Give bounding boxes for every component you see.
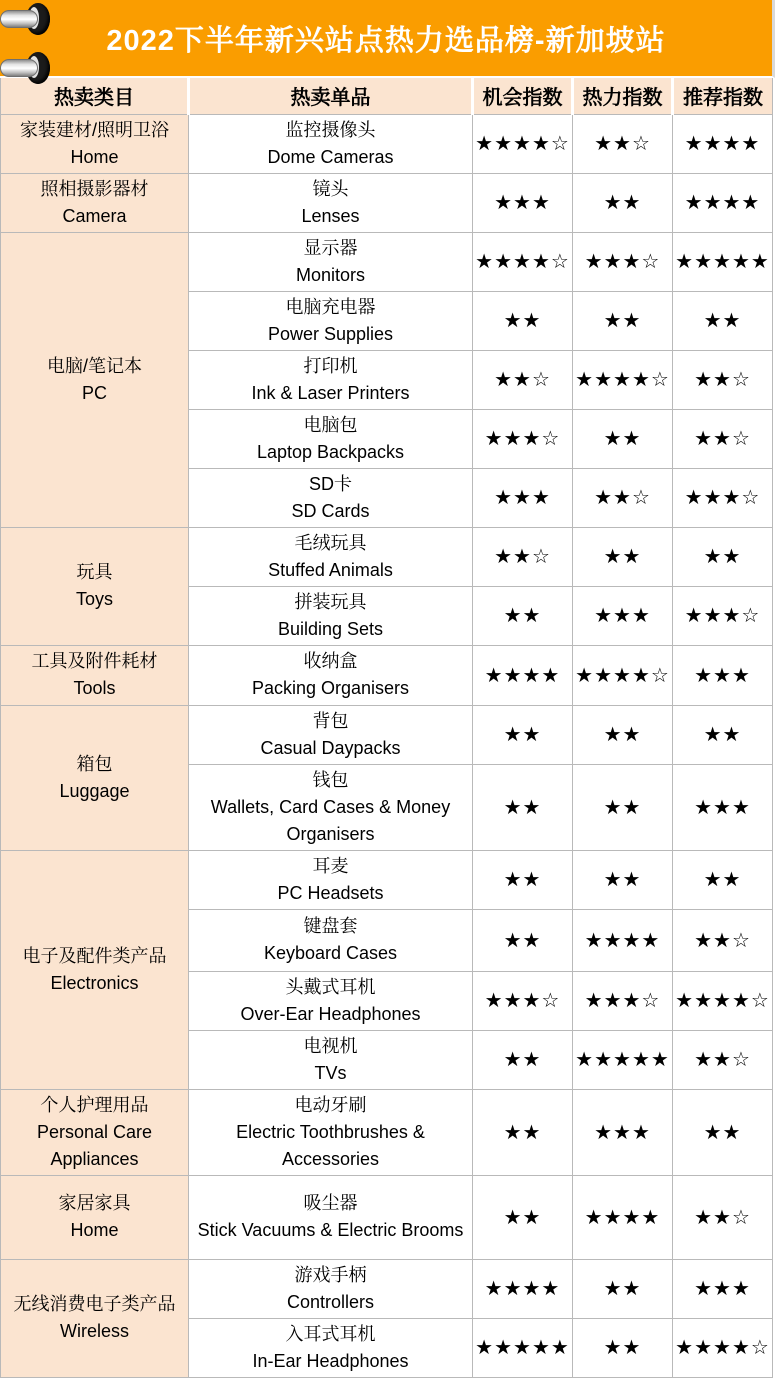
product-ranking-table [0,78,773,1378]
item-cell [189,645,473,705]
table-row [1,1175,773,1259]
heat-rating: ★★★☆ [573,232,673,291]
item-name-en: In-Ear Headphones [252,1350,409,1371]
recommend-rating: ★★★ [673,764,773,850]
table-row [1,527,773,586]
item-name-zh: 电脑充电器 [285,296,376,317]
heat-rating: ★★☆ [573,114,673,173]
item-name-en: Ink & Laser Printers [251,382,410,403]
table-row [1,705,773,764]
category-name-en: Wireless [59,1321,129,1341]
category-name-en: Home [70,1220,119,1240]
heat-rating: ★★★★ [573,909,673,971]
opportunity-rating: ★★ [473,705,573,764]
heat-rating: ★★★★☆ [573,350,673,409]
category-name-zh: 家居家具 [58,1193,131,1213]
category-name-zh: 箱包 [76,753,113,774]
item-cell [189,1318,473,1377]
category-name-en: Personal Care Appliances [36,1121,153,1169]
category-name-en: Tools [73,678,116,698]
recommend-rating: ★★☆ [673,909,773,971]
item-name-zh: 收纳盒 [303,651,358,671]
category-name-en: Electronics [50,972,139,993]
item-name-zh: 头戴式耳机 [285,976,376,997]
opportunity-rating: ★★★★★ [473,1318,573,1377]
item-name-en: Stuffed Animals [268,559,393,580]
item-name-zh: SD卡 [308,473,352,494]
item-cell [189,468,473,527]
heat-rating: ★★★★★ [573,1030,673,1089]
item-name-en: PC Headsets [277,882,384,903]
item-cell [189,850,473,909]
category-cell [1,232,189,527]
item-cell [189,291,473,350]
item-name-zh: 耳麦 [312,855,349,876]
item-name-en: Lenses [301,205,360,226]
column-header-recommend: 推荐指数 [673,78,773,114]
item-name-en: Building Sets [277,618,384,639]
heat-rating: ★★★ [573,586,673,645]
recommend-rating: ★★☆ [673,1175,773,1259]
table-row [1,850,773,909]
opportunity-rating: ★★★ [473,173,573,232]
item-name-en: Stick Vacuums & Electric Brooms [197,1220,464,1240]
table-row [1,1259,773,1318]
item-cell [189,1175,473,1259]
column-header-item: 热卖单品 [189,78,473,114]
opportunity-rating: ★★★☆ [473,409,573,468]
item-name-zh: 镜头 [312,178,349,199]
recommend-rating: ★★★★☆ [673,971,773,1030]
item-name-en: SD Cards [291,500,370,521]
title-band [0,0,775,78]
heat-rating: ★★☆ [573,468,673,527]
category-cell [1,114,189,173]
recommend-rating: ★★☆ [673,1030,773,1089]
item-cell [189,114,473,173]
item-name-en: Packing Organisers [251,678,410,698]
category-name-en: PC [81,382,107,403]
item-name-zh: 游戏手柄 [294,1264,367,1285]
item-name-zh: 键盘套 [303,916,358,936]
heat-rating: ★★ [573,173,673,232]
recommend-rating: ★★ [673,1089,773,1175]
column-header-opportunity: 机会指数 [473,78,573,114]
opportunity-rating: ★★ [473,909,573,971]
recommend-rating: ★★★★ [673,173,773,232]
recommend-rating: ★★★ [673,1259,773,1318]
category-cell [1,1089,189,1175]
recommend-rating: ★★★★ [673,114,773,173]
category-name-zh: 电脑/笔记本 [46,355,142,376]
category-name-en: Luggage [59,780,130,801]
heat-rating: ★★★☆ [573,971,673,1030]
column-header-category: 热卖类目 [1,78,189,114]
opportunity-rating: ★★☆ [473,350,573,409]
recommend-rating: ★★☆ [673,350,773,409]
heat-rating: ★★★ [573,1089,673,1175]
heat-rating: ★★ [573,1318,673,1377]
opportunity-rating: ★★ [473,764,573,850]
item-name-en: Electric Toothbrushes & Accessories [236,1121,425,1169]
opportunity-rating: ★★★★☆ [473,232,573,291]
item-name-zh: 显示器 [303,237,358,258]
recommend-rating: ★★ [673,705,773,764]
item-name-zh: 打印机 [303,355,358,376]
item-name-zh: 毛绒玩具 [294,532,367,553]
item-name-en: Power Supplies [267,323,394,344]
item-name-zh: 电脑包 [303,414,358,435]
category-name-zh: 无线消费电子类产品 [13,1294,176,1314]
item-cell [189,586,473,645]
opportunity-rating: ★★ [473,1175,573,1259]
item-cell [189,409,473,468]
opportunity-rating: ★★ [473,1089,573,1175]
item-name-en: Keyboard Cases [263,943,398,963]
recommend-rating: ★★ [673,850,773,909]
item-cell [189,705,473,764]
table-row [1,1089,773,1175]
item-name-zh: 入耳式耳机 [285,1323,376,1344]
heat-rating: ★★ [573,705,673,764]
category-name-en: Toys [75,589,113,609]
heat-rating: ★★★★ [573,1175,673,1259]
item-cell [189,1259,473,1318]
category-cell [1,645,189,705]
item-name-en: Controllers [286,1291,375,1312]
opportunity-rating: ★★ [473,850,573,909]
opportunity-rating: ★★ [473,1030,573,1089]
category-name-en: Camera [62,205,127,226]
category-cell [1,1175,189,1259]
table-row [1,232,773,291]
recommend-rating: ★★★☆ [673,468,773,527]
item-cell [189,173,473,232]
page-title: 2022下半年新兴站点热力选品榜-新加坡站 [106,24,666,57]
heat-rating: ★★ [573,527,673,586]
heat-rating: ★★ [573,409,673,468]
item-cell [189,971,473,1030]
heat-rating: ★★ [573,764,673,850]
category-cell [1,705,189,850]
item-cell [189,527,473,586]
item-cell [189,909,473,971]
item-name-en: Dome Cameras [267,146,394,167]
recommend-rating: ★★★★☆ [673,1318,773,1377]
item-name-en: Laptop Backpacks [256,441,405,462]
category-name-en: Home [70,146,119,167]
header-row [1,78,773,114]
item-name-en: Monitors [295,264,366,285]
recommend-rating: ★★★★★ [673,232,773,291]
category-cell [1,1259,189,1377]
item-name-zh: 吸尘器 [303,1193,358,1213]
recommend-rating: ★★ [673,527,773,586]
opportunity-rating: ★★☆ [473,527,573,586]
opportunity-rating: ★★ [473,586,573,645]
item-name-zh: 电视机 [303,1035,358,1056]
recommend-rating: ★★☆ [673,409,773,468]
item-cell [189,1089,473,1175]
heat-rating: ★★ [573,291,673,350]
item-name-en: TVs [314,1062,347,1083]
table-row [1,645,773,705]
table-row [1,114,773,173]
category-name-zh: 工具及附件耗材 [31,651,158,671]
category-name-zh: 玩具 [76,562,113,582]
item-name-en: Wallets, Card Cases & Money Organisers [210,796,451,844]
item-name-zh: 背包 [312,710,349,731]
item-name-en: Over-Ear Headphones [240,1003,421,1024]
category-name-zh: 个人护理用品 [40,1094,149,1115]
item-name-zh: 监控摄像头 [285,119,376,140]
recommend-rating: ★★ [673,291,773,350]
item-name-zh: 拼装玩具 [294,591,367,612]
binder-ring-icon [0,52,54,85]
item-name-en: Casual Daypacks [260,737,401,758]
binder-ring-rod-icon [0,10,38,28]
category-name-zh: 家装建材/照明卫浴 [19,119,169,140]
heat-rating: ★★ [573,1259,673,1318]
category-cell [1,527,189,645]
opportunity-rating: ★★★★ [473,1259,573,1318]
item-cell [189,764,473,850]
item-cell [189,350,473,409]
heat-rating: ★★★★☆ [573,645,673,705]
recommend-rating: ★★★ [673,645,773,705]
recommend-rating: ★★★☆ [673,586,773,645]
opportunity-rating: ★★★★ [473,645,573,705]
heat-rating: ★★ [573,850,673,909]
opportunity-rating: ★★ [473,291,573,350]
column-header-heat: 热力指数 [573,78,673,114]
binder-ring-rod-icon [0,59,38,77]
binder-ring-icon [0,3,54,36]
category-name-zh: 照相摄影器材 [40,178,149,199]
opportunity-rating: ★★★ [473,468,573,527]
category-cell [1,173,189,232]
item-name-zh: 电动牙刷 [294,1094,367,1115]
item-name-zh: 钱包 [312,769,349,790]
item-cell [189,232,473,291]
opportunity-rating: ★★★☆ [473,971,573,1030]
table-row [1,173,773,232]
opportunity-rating: ★★★★☆ [473,114,573,173]
category-cell [1,850,189,1089]
category-name-zh: 电子及配件类产品 [22,945,167,966]
item-cell [189,1030,473,1089]
